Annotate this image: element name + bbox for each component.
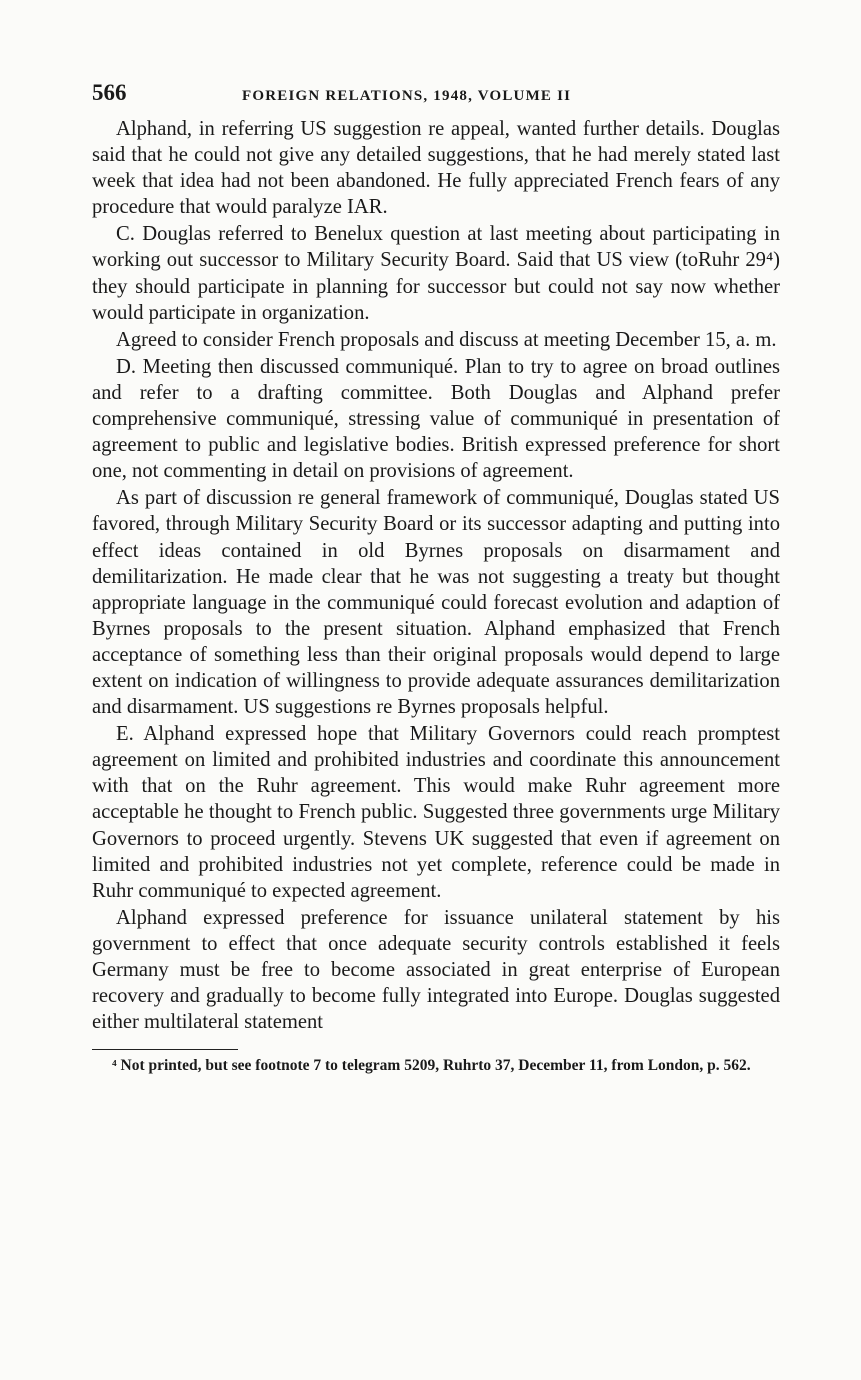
- paragraph: Alphand, in referring US suggestion re appeal, wanted further details. Douglas said that he could not give any detailed suggestions, that he had merely stated last week that idea had not been abandoned. He fully appreciated French fears of any procedure that would paralyze IAR.: [92, 118, 780, 219]
- body-text: [92, 116, 780, 1035]
- running-head: FOREIGN RELATIONS, 1948, VOLUME II: [242, 88, 572, 104]
- paragraph: E. Alphand expressed hope that Military Governors could reach promptest agreement on limited and prohibited industries and coordinate this announcement with that on the Ruhr agreement. This would make Ruhr agreement more acceptable he thought to French public. Suggested three governments urge Military Governors to proceed urgently. Stevens UK suggested that even if agreement on limited and prohibited industries not yet complete, reference could be made in Ruhr communiqué to expected agreement.: [92, 723, 780, 902]
- footnotes: [92, 1056, 780, 1076]
- paragraph: As part of discussion re general framework of communiqué, Douglas stated US favored, through Military Security Board or its successor adapting and putting into effect ideas contained in old Byrnes proposals on disarmament and demilitarization. He made clear that he was not suggesting a treaty but thought appropriate language in the communiqué could forecast evolution and adaption of Byrnes proposals to the present situation. Alphand emphasized that French acceptance of something less than their original proposals would depend to large extent on indication of willingness to provide adequate assurances demilitarization and disarmament. US suggestions re Byrnes proposals helpful.: [92, 487, 780, 719]
- paragraph: Agreed to consider French proposals and discuss at meeting December 15, a. m.: [116, 328, 777, 351]
- paragraph: Alphand expressed preference for issuance unilateral statement by his government to effect that once adequate security controls established it feels Germany must be free to become associated in great enterprise of European recovery and gradually to become fully integrated into Europe. Douglas suggested either multilateral statement: [92, 906, 780, 1034]
- paragraph: D. Meeting then discussed communiqué. Plan to try to agree on broad outlines and refer to a drafting committee. Both Douglas and Alphand prefer comprehensive communiqué, stressing value of communiqué in presentation of agreement to public and legislative bodies. British expressed preference for short one, not commenting in detail on provisions of agreement.: [92, 355, 780, 483]
- paragraph: C. Douglas referred to Benelux question at last meeting about participating in working out successor to Military Security Board. Said that US view (toRuhr 29⁴) they should participate in planning for successor but could not say now whether would participate in organization.: [92, 223, 780, 324]
- page-number: 566: [92, 80, 127, 105]
- footnote: ⁴ Not printed, but see footnote 7 to telegram 5209, Ruhrto 37, December 11, from London, p. 562.: [112, 1057, 751, 1075]
- document-page: [92, 80, 780, 1076]
- footnote-divider: [92, 1049, 238, 1050]
- page-header: [92, 80, 780, 116]
